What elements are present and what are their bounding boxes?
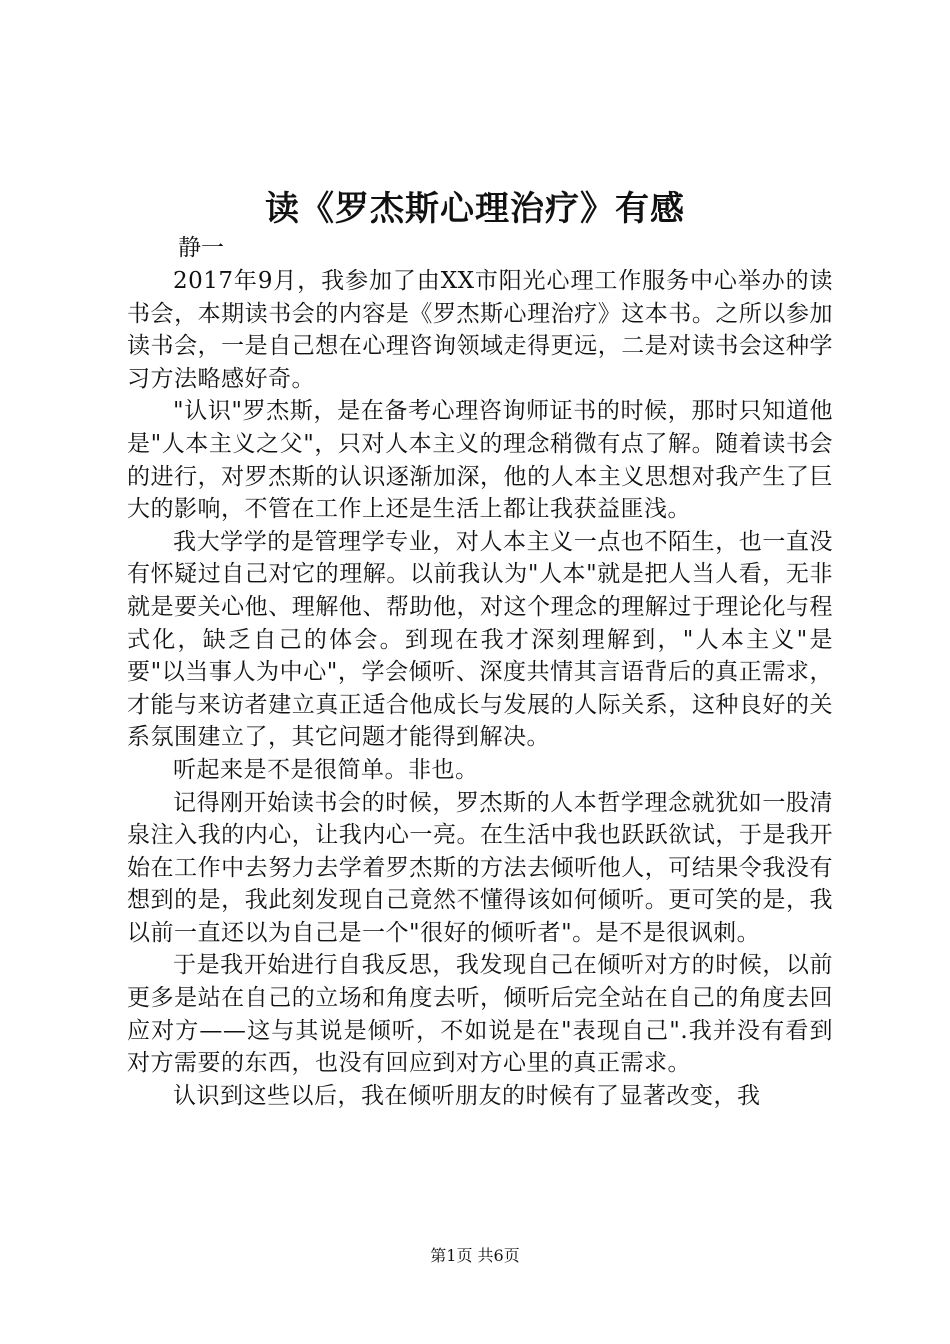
document-title: 读《罗杰斯心理治疗》有感 <box>265 189 685 229</box>
author-name: 静一 <box>178 235 224 261</box>
paragraph: 2017年9月，我参加了由XX市阳光心理工作服务中心举办的读书会，本期读书会的内容是《罗杰斯心理治疗》这本书。之所以参加读书会，一是自己想在心理咨询领域走得更远，二是对读书会这种学习方法略感好奇。 <box>127 268 833 392</box>
paragraph: 我大学学的是管理学专业，对人本主义一点也不陌生，也一直没有怀疑过自己对它的理解。以前我认为"人本"就是把人当人看，无非就是要关心他、理解他、帮助他，对这个理念的理解过于理论化与程式化，缺乏自己的体会。到现在我才深刻理解到，"人本主义"是要"以当事人为中心"，学会倾听、深度共情其言语背后的真正需求，才能与来访者建立真正适合他成长与发展的人际关系，这种良好的关系氛围建立了，其它问题才能得到解决。 <box>127 528 833 751</box>
page-number-footer: 第1页 共6页 <box>430 1246 520 1265</box>
paragraph: 认识到这些以后，我在倾听朋友的时候有了显著改变，我 <box>173 1082 761 1109</box>
document-body <box>127 265 833 1112</box>
paragraph: 听起来是不是很简单。非也。 <box>173 756 479 783</box>
paragraph: 记得刚开始读书会的时候，罗杰斯的人本哲学理念就犹如一股清泉注入我的内心，让我内心一亮。在生活中我也跃跃欲试，于是我开始在工作中去努力去学着罗杰斯的方法去倾听他人，可结果令我没有想到的是，我此刻发现自己竟然不懂得该如何倾听。更可笑的是，我以前一直还以为自己是一个"很好的倾听者"。是不是很讽刺。 <box>127 789 833 946</box>
paragraph: "认识"罗杰斯，是在备考心理咨询师证书的时候，那时只知道他是"人本主义之父"，只对人本主义的理念稍微有点了解。随着读书会的进行，对罗杰斯的认识逐渐加深，他的人本主义思想对我产生了巨大的影响，不管在工作上还是生活上都让我获益匪浅。 <box>127 398 833 523</box>
paragraph: 于是我开始进行自我反思，我发现自己在倾听对方的时候，以前更多是站在自己的立场和角度去听，倾听后完全站在自己的角度去回应对方——这与其说是倾听，不如说是在"表现自己".我并没有看到对方需要的东西，也没有回应到对方心里的真正需求。 <box>127 952 833 1077</box>
